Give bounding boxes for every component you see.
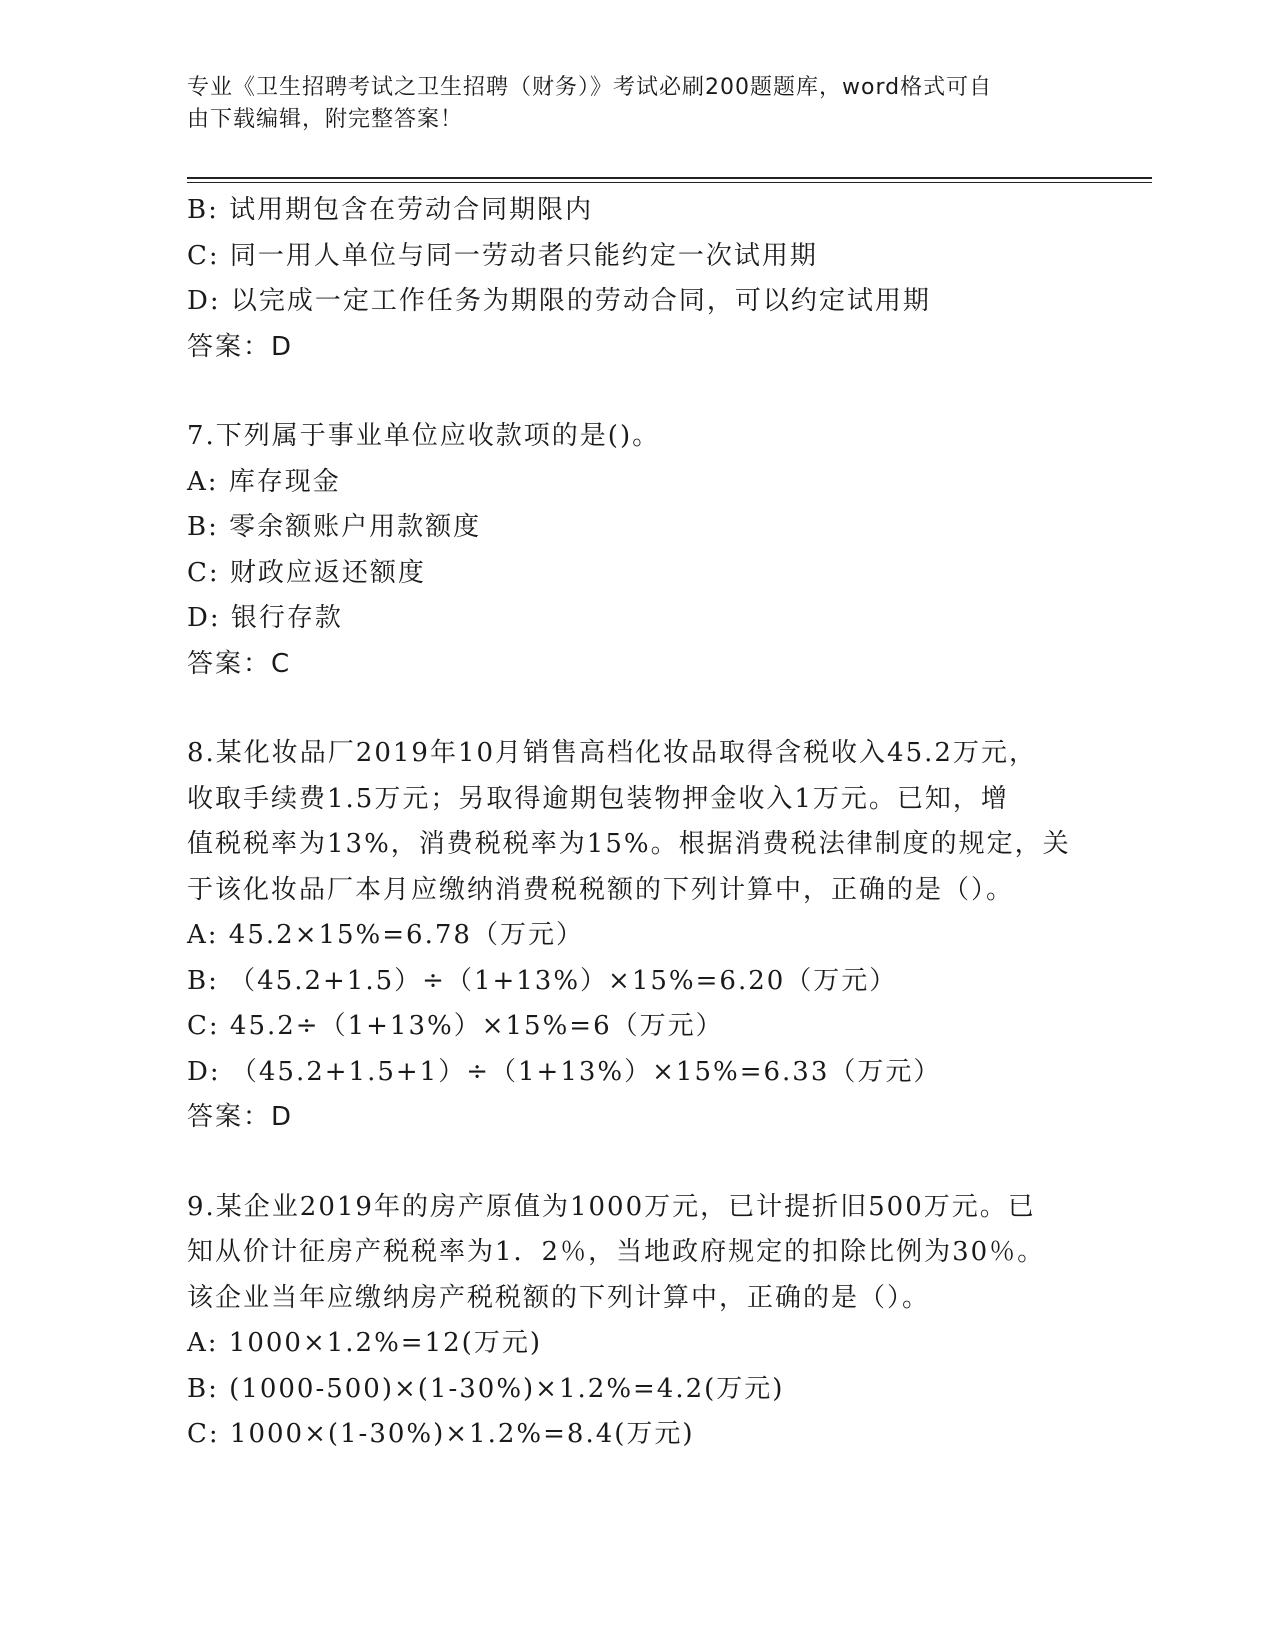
question-stem-line: 知从价计征房产税税率为1．2％，当地政府规定的扣除比例为30％。 xyxy=(187,1237,1046,1267)
option-a: A: 库存现金 xyxy=(187,466,341,497)
question-7 xyxy=(187,414,1087,687)
answer: 答案：D xyxy=(187,331,294,362)
header-divider-thick xyxy=(187,177,1152,179)
option-c: C: 财政应返还额度 xyxy=(187,557,426,588)
document-body xyxy=(187,188,1087,1458)
option-b: B: 零余额账户用款额度 xyxy=(187,512,482,542)
question-stem-line: 8.某化妆品厂2019年10月销售高档化妆品取得含税收入45.2万元， xyxy=(187,738,1037,768)
question-9 xyxy=(187,1185,1087,1458)
option-d: D: 银行存款 xyxy=(187,603,343,633)
option-d: D: 以完成一定工作任务为期限的劳动合同，可以约定试用期 xyxy=(187,286,931,316)
question-stem-line: 9.某企业2019年的房产原值为1000万元，已计提折旧500万元。已 xyxy=(187,1191,1036,1222)
option-c: C: 同一用人单位与同一劳动者只能约定一次试用期 xyxy=(187,240,818,271)
option-d: D: （45.2+1.5+1）÷（1+13%）×15%=6.33（万元） xyxy=(187,1056,942,1087)
header-line-2: 由下载编辑，附完整答案！ xyxy=(187,107,464,132)
question-stem-line: 该企业当年应缴纳房产税税额的下列计算中，正确的是（）。 xyxy=(187,1282,931,1313)
answer: 答案：D xyxy=(187,1102,294,1132)
option-b: B: （45.2+1.5）÷（1+13%）×15%=6.20（万元） xyxy=(187,965,898,996)
option-a: A: 1000×1.2%=12(万元) xyxy=(187,1328,542,1358)
question-8 xyxy=(187,731,1087,1141)
answer: 答案：C xyxy=(187,648,292,679)
question-stem-line: 收取手续费1.5万元；另取得逾期包装物押金收入1万元。已知，增 xyxy=(187,783,1009,814)
option-a: A: 45.2×15%=6.78（万元） xyxy=(187,920,584,950)
option-c: C: 1000×(1-30%)×1.2%=8.4(万元) xyxy=(187,1419,695,1449)
question-prev xyxy=(187,188,1087,370)
document-header xyxy=(187,72,1067,136)
question-stem-line: 值税税率为13%，消费税税率为15%。根据消费税法律制度的规定，关 xyxy=(187,829,1071,859)
question-stem-line: 于该化妆品厂本月应缴纳消费税税额的下列计算中，正确的是（）。 xyxy=(187,874,1015,905)
option-b: B: (1000-500)×(1-30%)×1.2%=4.2(万元) xyxy=(187,1373,785,1404)
header-line-1: 专业《卫生招聘考试之卫生招聘（财务）》考试必刷200题题库，word格式可自 xyxy=(187,75,993,100)
option-c: C: 45.2÷（1+13%）×15%=6（万元） xyxy=(187,1011,724,1041)
header-divider-thin xyxy=(187,182,1152,183)
question-stem: 7.下列属于事业单位应收款项的是()。 xyxy=(187,421,661,451)
option-b: B: 试用期包含在劳动合同期限内 xyxy=(187,195,594,225)
